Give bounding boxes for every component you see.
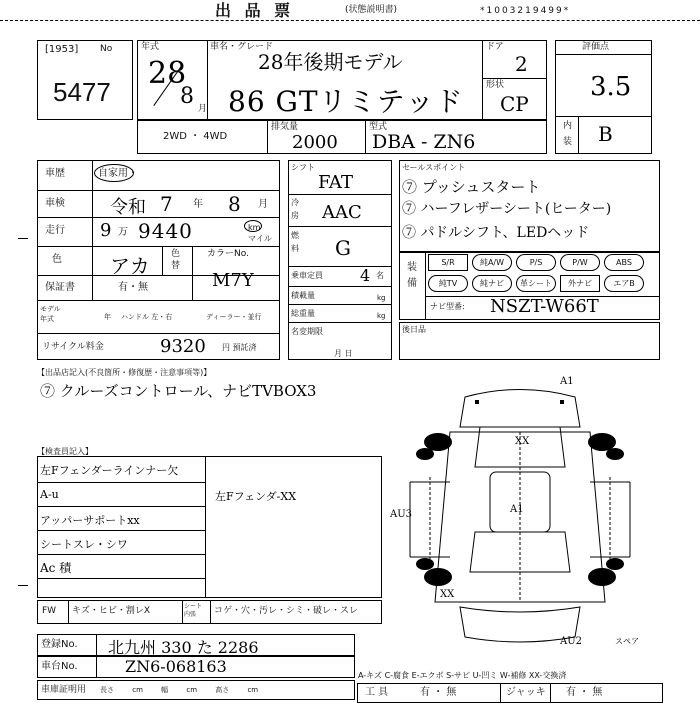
shape-value: CP bbox=[500, 92, 529, 116]
year-value: 28 bbox=[148, 56, 187, 91]
model-year-label-2: 年式 bbox=[40, 315, 54, 323]
interior-value: B bbox=[598, 122, 613, 146]
shape-label: 形状 bbox=[486, 80, 505, 90]
displacement-value: 2000 bbox=[292, 132, 338, 153]
navi-model-label: ナビ型番: bbox=[430, 302, 465, 311]
equip-ext-navi: 外ナビ bbox=[560, 275, 600, 292]
type-label: 型式 bbox=[369, 122, 388, 132]
legend-seat: シート 内張 bbox=[184, 603, 203, 618]
chassis-label: 車台No. bbox=[41, 661, 78, 672]
doors-value: 2 bbox=[515, 52, 528, 76]
equip-sr: S/R bbox=[428, 254, 468, 271]
sales-point-2: ⑦ ハーフレザーシート(ヒーター) bbox=[402, 201, 612, 217]
name-change-unit: 月 日 bbox=[334, 349, 353, 358]
model-year-handle: ハンドル 左・右 bbox=[121, 313, 173, 321]
sales-point-3: ⑦ パドルシフト、LEDヘッド bbox=[402, 225, 590, 241]
barcode-number: *1003219499* bbox=[480, 6, 571, 16]
legend-seat-text: コゲ・穴・汚レ・シミ・破レ・スレ bbox=[214, 606, 359, 616]
sales-point-1: ⑦ プッシュスタート bbox=[402, 178, 541, 196]
recycle-label: リサイクル料金 bbox=[42, 342, 104, 352]
fuel-label-1: 燃 bbox=[291, 231, 299, 240]
name-change-label: 名変期限 bbox=[291, 327, 323, 336]
after-fit-label: 後日品 bbox=[402, 325, 426, 334]
type-value: DBA - ZN6 bbox=[372, 131, 476, 153]
capacity-value: 4 bbox=[360, 266, 371, 285]
fuel-label-2: 料 bbox=[291, 244, 299, 253]
tools-label: 工 具 bbox=[365, 687, 389, 698]
score-label: 評価点 bbox=[582, 42, 610, 52]
color-change-label-1: 色 bbox=[171, 249, 181, 259]
inspection-year: 7 bbox=[160, 192, 173, 216]
color-label: 色 bbox=[52, 254, 62, 265]
drive-label: 2WD ・ 4WD bbox=[163, 131, 228, 142]
equip-ps: P/S bbox=[516, 254, 556, 271]
equip-navi: 純ナビ bbox=[472, 275, 512, 292]
dealer-notes-label: 【出品店記入(不良箇所・修復歴・注意事項等)】 bbox=[37, 368, 212, 377]
weight-unit: kg bbox=[377, 312, 386, 320]
damage-mark-left: AU3 bbox=[390, 509, 413, 520]
sales-points-label: セールスポイント bbox=[402, 163, 466, 172]
doors-label: ドア bbox=[486, 42, 504, 52]
car-diagram bbox=[390, 372, 650, 654]
history-label: 車歴 bbox=[45, 168, 65, 179]
year-month-value: 8 bbox=[180, 84, 194, 109]
inspector-side-note: 左Fフェンダ-XX bbox=[215, 490, 297, 503]
score-value: 3.5 bbox=[590, 72, 632, 102]
inspector-line-3: アッパーサポートxx bbox=[40, 514, 140, 527]
tools-value: 有 ・ 無 bbox=[420, 687, 457, 698]
shift-label: シフト bbox=[291, 163, 315, 172]
certificate-label: 車庫証明用 bbox=[41, 685, 87, 695]
history-circle bbox=[94, 164, 134, 182]
lot-number: 5477 bbox=[53, 77, 111, 107]
after-fit-box bbox=[399, 322, 660, 360]
inspector-line-5: Ac 積 bbox=[40, 561, 72, 575]
equip-abs: ABS bbox=[604, 254, 644, 271]
inspection-year-unit: 年 bbox=[193, 199, 203, 210]
model-year-dealer: ディーラー・並行 bbox=[206, 313, 262, 321]
inspection-label: 車検 bbox=[45, 198, 65, 209]
mileage-man-unit: 万 bbox=[118, 227, 128, 238]
inspector-line-4: シートスレ・シワ bbox=[40, 538, 128, 551]
legend-fw: FW bbox=[42, 606, 57, 616]
mileage-label: 走行 bbox=[45, 225, 65, 236]
damage-mark-rear: XX bbox=[440, 589, 455, 600]
year-month-unit: 月 bbox=[198, 104, 208, 114]
mileage-value: 9440 bbox=[138, 219, 193, 243]
inspection-era: 令和 bbox=[110, 197, 146, 218]
color-value: アカ bbox=[110, 254, 150, 278]
inspection-month: 8 bbox=[228, 192, 241, 216]
lot-no-label: No bbox=[100, 44, 113, 54]
damage-mark-rear-bumper: AU2 bbox=[560, 636, 583, 647]
color-code-value: M7Y bbox=[212, 270, 254, 291]
form-subtitle: (状態説明書) bbox=[345, 5, 398, 15]
recycle-unit: 円 預託済 bbox=[222, 343, 257, 352]
chassis-value: ZN6-068163 bbox=[125, 657, 227, 676]
equip-airbag: エアB bbox=[604, 275, 644, 292]
year-label: 年式 bbox=[141, 42, 160, 52]
damage-codes: A-キズ C-腐食 E-エクボ S-サビ U-凹ミ W-補修 XX-交換済 bbox=[358, 671, 567, 680]
mileage-unit-mile: マイル bbox=[248, 234, 272, 243]
inspection-month-unit: 月 bbox=[258, 199, 268, 210]
certificate-parts: 長さ cm 幅 cm 高さ cm bbox=[100, 686, 259, 694]
spare-label: スペア bbox=[615, 637, 639, 646]
ac-value: AAC bbox=[322, 202, 362, 223]
load-unit: kg bbox=[377, 294, 386, 302]
equipment-label-1: 装 bbox=[407, 262, 417, 273]
equip-aw: 純A/W bbox=[472, 254, 512, 271]
damage-mark-roof: A1 bbox=[510, 504, 524, 515]
model-year-label-1: モデル bbox=[40, 305, 61, 313]
inspector-line-1: 左Fフェンダーラインナー欠 bbox=[40, 464, 179, 477]
history-options: 自家用・ bbox=[98, 168, 138, 179]
shift-value: FAT bbox=[318, 172, 353, 193]
mileage-man: 9 bbox=[100, 220, 112, 241]
model-note: 28年後期モデル bbox=[258, 50, 403, 74]
capacity-label: 乗車定員 bbox=[291, 271, 323, 280]
fuel-value: G bbox=[335, 236, 351, 260]
weight-label: 総重量 bbox=[291, 309, 315, 318]
warranty-label: 保証書 bbox=[45, 282, 75, 293]
equip-pw: P/W bbox=[560, 254, 600, 271]
recycle-value: 9320 bbox=[160, 336, 206, 357]
capacity-unit: 名 bbox=[376, 271, 384, 280]
jack-label: ジャッキ bbox=[506, 687, 546, 698]
damage-mark-hood: XX bbox=[515, 436, 530, 447]
registration-label: 登録No. bbox=[41, 639, 78, 650]
lot-year-tag: [1953] bbox=[45, 44, 79, 55]
jack-value: 有 ・ 無 bbox=[566, 687, 603, 698]
color-code-label: カラーNo. bbox=[207, 249, 249, 259]
mileage-unit-km: km bbox=[248, 223, 261, 232]
model-value: 86 GTリミテッド bbox=[228, 85, 464, 118]
equipment-label-2: 備 bbox=[407, 278, 417, 289]
legend-fw-text: キズ・ヒビ・割レX bbox=[72, 606, 150, 616]
color-change-label-2: 替 bbox=[171, 261, 181, 271]
warranty-value: 有・無 bbox=[118, 282, 148, 293]
navi-model-value: NSZT-W66T bbox=[490, 296, 599, 317]
registration-value: 北九州 330 た 2286 bbox=[108, 638, 259, 657]
equip-tv: 純TV bbox=[428, 275, 468, 292]
damage-mark-front: A1 bbox=[560, 376, 574, 387]
ac-label-2: 房 bbox=[291, 211, 299, 220]
form-title: 出 品 票 bbox=[215, 1, 295, 20]
dealer-notes-text: ⑦ クルーズコントロール、ナビTVBOX3 bbox=[40, 382, 317, 400]
interior-label-2: 装 bbox=[563, 137, 573, 147]
equip-leather: 革シート bbox=[516, 275, 556, 292]
model-year-unit: 年 bbox=[104, 313, 111, 321]
model-label: 車名・グレード bbox=[210, 42, 274, 52]
load-label: 積載量 bbox=[291, 291, 315, 300]
inspector-notes-label: 【検査員記入】 bbox=[37, 447, 93, 456]
ac-label-1: 冷 bbox=[291, 198, 299, 207]
interior-label-1: 内 bbox=[563, 121, 573, 131]
displacement-label: 排気量 bbox=[271, 122, 299, 132]
inspector-line-2: A-u bbox=[40, 488, 59, 501]
